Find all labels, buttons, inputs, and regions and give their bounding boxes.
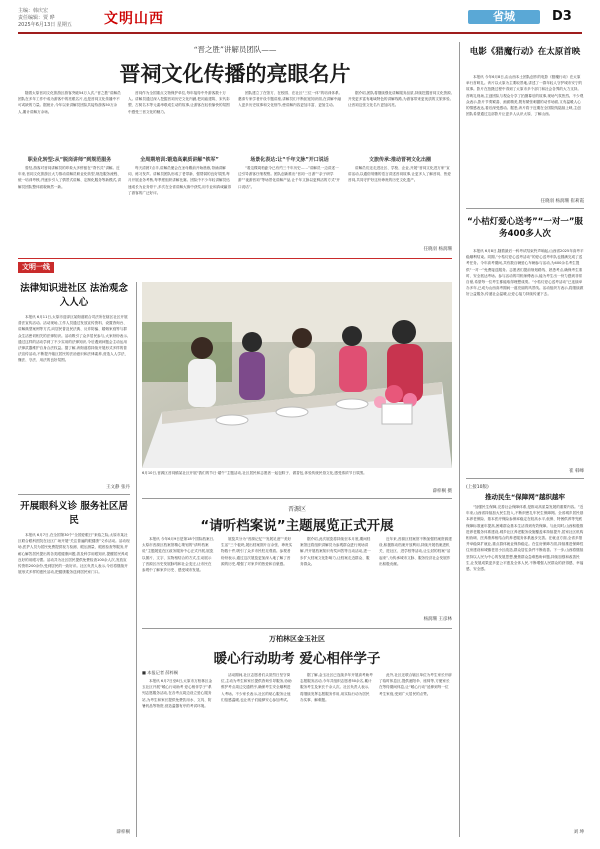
right-bot-title: 推动民生“保障网”越织越牢 [484,493,566,501]
mid-a-kicker: 晋源区 [287,506,306,513]
lead-col2b: 每天清晨7点半,讲解员便会在圣母殿前开始晨练,背诵讲解词、练习发声。讲解员团队形成了老带新、强帮弱的良好氛围,每月开展业务考核,每季度组织讲解比赛。团队中不少年轻讲解员迅速成长为业务骨干,多次在全省讲解大赛中获奖,用专业和真诚赢得了游客的广泛好评。 [128,166,231,195]
brand-logo: 文明山西 [104,11,164,27]
lead-col1b: 曾经,游客对晋祠讲解员的印象大多停留在“背书式”讲解。近年来,晋祠文化旅游区大力推动讲解员职业化转型,规范服务流程、统一培训考核,并逐步引入了情景式讲解、定制化服务等新模式,讲解员团队整体面貌焕然一新。 [18,166,121,189]
lead-col3: 团队建立了在馆方、在校园、在社区“三位一体”的培训体系,邀请专家学者开设专题讲座,讲解员们不断拓宽知识面,在讲解中融入更多历史故事和文化细节,使讲解内容更加丰富、更加生动。 [238,91,341,108]
lead-col1-subhead: 职业化转型:从“脱岗讲师”到规范服务 [27,157,112,163]
page-code: D3 [552,9,572,24]
mid-a-byline: 杨润珊 王彦林 [423,617,452,622]
mid-b-col3: 据了解,金玉社区已连续多年开展高考助考志愿服务活动,今年共组织志愿者50余名,累计服务考生及家长千余人次。社区负责人表示,将继续发挥志愿服务作用,用实际行动为居民办实事、解难题。 [300,673,373,702]
right-mid-body: 本报讯 6月8日,随着最后一科考试结束铃声响起,山西省2025年高考平稳顺利结束。同期,“小桔灯爱心送考活动”的爱心送考车队也圆满完成了送考任务。今年高考期间,共有数百辆爱心车辆参与活动,为400余名考生提供“一对一”免费接送服务。志愿者们提前规划路线、熟悉考点,确保考生准时、安全抵达考场。参与活动的司机师傅表示,能为考生出一份力感到非常自豪,希望每一位考生都能取得理想成绩。“小桔灯爱心送考活动”已连续举办多年,已成为山西高考期间一道亮丽的风景线。活动组织方表示,将继续做好公益服务,传递社会温暖,让爱心接力持续传递下去。 [466,249,584,297]
lead-col2-subhead: 全周期培训:锻造高素质讲解“铁军” [140,157,219,163]
mid-a-col3: 据介绍,此次展览将持续至本月底,期间档案馆还将组织讲解员为参观群众进行现场讲解,并开展档案知识有奖问答等互动活动,进一步扩大档案文化影响力,让档案走近群众、服务群众。 [300,537,371,566]
right-mid-rule [466,478,584,479]
photo-credit: 薛梓桐 摄 [432,489,452,494]
mid-b-byline: ■ 本报记者 薛梓桐 [142,670,178,675]
right-top-body: 本报讯 今年6月8日,由山西本土团队创作的电影《猎魔行动》在太原举行首映礼。该片以太原为主要取景地,讲述了一群年轻人守护城市安宁的故事。影片在拍摄过程中得到了太原市多个部门和社会各界的大力支持。首映礼现场,主创团队与观众分享了拍摄幕后的故事,现场气氛热烈。不少观众表示,影片节奏紧凑、画面精美,既有紧张刺激的动作场面,又有温暖人心的情感表达,看后深受感动。据悉,该片将于近期在全国院线陆续上映,主创团队希望通过这部影片让更多人认识太原、了解山西。 [466,75,584,117]
editor-line-2: 责任编辑：贾 晔 [18,15,55,21]
community-event-photo [142,282,452,468]
mid-a-title: “请听档案说”主题展览正式开展 [200,518,394,534]
lead-title: 晋祠文化传播的亮眼名片 [119,62,351,86]
section-ribbon: 省城 [468,10,540,24]
left-b-body: 本报讯 6月7日,在全国第30个“全国爱眼日”来临之际,太原市某社区联合眼科医院在社区广场开展“关注普遍的眼健康”义诊活动。活动现场,医护人员为居民免费提供视力检测、眼压测量、眼底检查等服务,并耐心解答居民提出的各类眼健康问题,普及科学用眼知识,提醒居民养成良好的用眼习惯。活动共为社区居民提供免费检查100余人次,发放宣传资料200余份,受到居民的一致好评。社区负责人表示,今后将继续开展形式多样的惠民活动,把健康服务送到居民家门口。 [18,533,130,575]
right-bot-body: “加强民生保障,完善社会保障体系,是推动高质量发展的重要内容。”近年来,山西省持续加大民生投入,不断织密扎牢民生保障网。全省城乡居民基本养老保险、基本医疗保险参保率稳定在较高水平,低保、特困供养等兜底保障标准逐年提高,困难群众基本生活得到有效保障。与此同时,山西积极推进养老服务体系建设,城乡社区养老服务设施覆盖率持续提升,居家社区机构相协调、医养康养相结合的养老服务体系逐步完善。在就业方面,全省多措并举稳岗扩就业,重点群体就业保持稳定。在住房保障方面,持续推进保障性住房建设和城镇老旧小区改造,群众居住条件不断改善。下一步,山西将继续坚持以人民为中心的发展思想,聚焦群众急难愁盼问题,持续加强和改善民生,让发展成果更多更公平惠及全体人民,不断增强人民群众的获得感、幸福感、安全感。 [466,505,584,572]
lead-col1: 随着太原晋祠文化旅游区游客突破54万人次,“晋之胜”讲解员团队在多年工作中成为游客中的亮眼名片,也是晋祠文化传播中不可或缺的力量。据统计,今年以来讲解员团队共接待游客50万余人,累计讲解万余场。 [18,91,121,114]
right-mid-byline: 崔 韩峰 [569,469,584,474]
right-bot-byline: 刘 坤 [573,830,584,835]
section-rule [18,258,452,259]
mid-a-col4: 近年来,晋源区档案馆不断加强档案资源建设,积极推动档案开放利用,持续开展档案进机关、进社区、进学校等活动,让尘封的档案“活起来”,为传承城市文脉、服务经济社会发展作出积极贡献。 [379,537,452,566]
photo-caption: 6月10日,晋源区晋祠镇某社区开展“我们的节日·端午”主题活动,社区居民和志愿者一起包粽子、做香包,体验传统民俗文化,感受浓浓节日氛围。 [142,471,367,475]
mid-b-kicker: 万柏林区金玉社区 [269,634,325,643]
right-column-divider [459,42,460,837]
lead-byline: 任晓羽 杨润珊 [423,247,452,252]
lead-col3-subhead: 场景化表达:让“千年文脉”开口说话 [250,157,329,163]
mid-b-title: 暖心行动助考 爱心相伴学子 [213,651,381,667]
editor-line-3: 2025年6月13日 星期五 [18,22,72,28]
right-top-rule [466,208,584,209]
mid-b-col4: 此外,社区还联合辖区单位为考生家长开辟了临时休息区,提供遮阳伞、座椅等,方便家长在等待期间休息,让“暖心行动”延伸到每一位考生家庭,受到广大居民的点赞。 [379,673,452,696]
lead-col4-subhead: 文旅传承:推动晋祠文化出圈 [368,157,431,163]
left-column-divider [136,282,137,837]
section-tag: 文明一线 [18,262,54,273]
editor-line-1: 主编：韩庆宏 [18,8,49,14]
left-a-byline: 王文静 张丹 [106,485,130,490]
right-top-byline: 任晓羽 杨润珊 崔莉霞 [540,199,584,204]
mid-b-rule [142,628,452,629]
mid-a-rule [142,498,452,499]
mid-b-col1: 本报讯 6月7日至8日,太原市万柏林区金玉社区开展“暖心行动助考 爱心相伴学子”系列志愿服务活动,在各考点周边设立爱心服务站,为考生和家长提供免费饮用水、文具、防暑药品等物资,营造温馨有序的考试环境。 [142,679,213,708]
header-rule [18,32,582,34]
right-bot-kicker: (上接10版) [466,485,489,490]
mid-a-col1: 本报讯 今年6月9日是第18个国际档案日,太原市晋源区档案馆精心策划的“请听档案说”主题展览在区政务服务中心正式开展,展览以图片、文字、实物相结合的方式,生动展示了晋源区历史发展脉络和社会变迁,让市民在参观中了解家乡历史、感受城市发展。 [142,537,215,573]
mid-b-col2: 活动期间,社区志愿者们头顶烈日坚守岗位,主动为考生和家长提供咨询引导服务,协助维护考点周边交通秩序,确保考生安全顺利进入考场。不少家长表示,社区的贴心服务让他们倍感温暖,也让孩子们能够安心参加考试。 [221,673,292,702]
lead-col4b: 讲解员们还走进社区、学校、企业,开展“晋祠文化进万家”宣讲活动,以通俗易懂的语言讲述晋祠故事,让更多人了解晋祠、热爱晋祠,共同守护好这份珍贵的历史文化遗产。 [348,166,451,183]
lead-col3b: “看这棵周柏距今已有约三千年历史……”讲解员一边讲述一边引导游客仔细观察。团队创新推出“晋祠一日游”“亲子研学游”“夜游晋祠”等场景化讲解产品,让千年文脉以更鲜活的方式“开口说话”。 [238,166,341,189]
left-b-title: 开展眼科义诊 服务社区居民 [20,501,128,526]
lead-col4: 据介绍,团队将继续强化讲解服务品质,持续挖掘晋祠文化资源,开发更多富有地域特色的讲解线路,为游客带来更优质的文旅体验,让晋祠这张文化名片更加闪亮。 [348,91,452,108]
left-a-rule [18,494,130,495]
lead-col2: 晋祠作为全国重点文物保护单位,每年接待中外游客数十万人。讲解员通过深入挖掘晋祠历史文化内涵,把祠庙建筑、宋代彩塑、古树名木等元素串联成生动的故事,让游客在轻松愉快的氛围中感受三晋文化的魅力。 [128,91,230,114]
left-a-title: 法律知识进社区 法治观念入人心 [20,283,128,308]
mid-a-col2: 展览共分为“晋源记忆”“发展足迹”“美好生活”三个板块,展出档案图片百余张、珍贵实物数十件,吸引了众多市民驻足观看。参观者纷纷表示,通过这次展览更加深入地了解了晋源的历史,增强了对家乡的热爱和自豪感。 [221,537,293,566]
right-mid-title: “小桔灯爱心送考”“一对一”服务400多人次 [467,217,583,239]
left-a-body: 本报讯 6月11日,太原市迎泽区某街道联合司法所在辖区社区开展普法宣传活动。活动现场,工作人员通过发放宣传资料、设置咨询台、讲解典型案例等方式,向居民普及民法典、反诈防骗、婚姻家庭等与群众生活密切相关的法律知识。活动吸引了众多居民参与,大家纷纷表示,通过这样的活动学到了不少实用的法律知识,今后遇到问题会主动运用法律武器维护自身合法权益。据了解,该街道将持续开展形式多样的普法宣传活动,不断提升辖区居民的法治意识和法律素养,营造人人学法、懂法、守法、用法的良好氛围。 [18,315,129,363]
lead-kicker: “晋之胜”讲解员团队—— [193,45,277,54]
left-b-byline: 薛梓桐 [116,830,130,835]
right-top-title: 电影《猎魔行动》在太原首映 [469,47,581,57]
